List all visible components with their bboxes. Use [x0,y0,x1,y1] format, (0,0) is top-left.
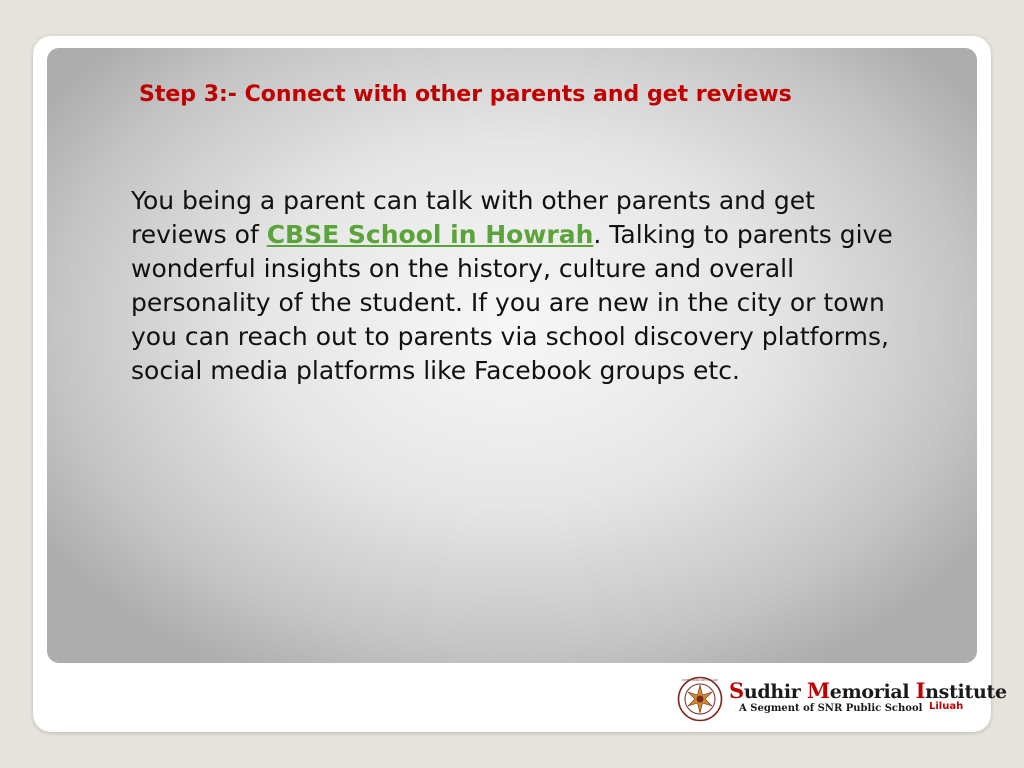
body-text-before-link: You being a parent can talk with other parents and get reviews of [131,186,815,249]
slide-card [33,36,1007,732]
body-paragraph [131,184,911,388]
seal-text: SUDHIR MEMORIAL INSTITUTE LILUAH [682,679,719,683]
cbse-school-link[interactable]: CBSE School in Howrah [266,220,594,249]
logo-text-1: udhir [743,681,807,703]
content-panel [47,48,977,663]
logo-cap-m: M [806,678,830,703]
institute-seal-icon [677,676,723,722]
body-text-after-link: . Talking to parents give wonderful insights on the history, culture and overall personality of the student. If you are new in the city or town you can reach out to parents via school discovery platforms, social media platforms like Facebook groups etc. [131,220,893,385]
institute-logo [677,676,1007,726]
logo-cap-i: I [915,678,926,703]
institute-tagline: A Segment of SNR Public School [739,703,923,714]
logo-text-2: emorial [829,681,916,703]
institute-location: Liluah [929,701,964,712]
slide-title: Step 3:- Connect with other parents and get reviews [139,82,792,107]
logo-text-3: nstitute [925,681,1007,703]
institute-name [729,678,1007,703]
logo-cap-s: S [729,678,744,703]
